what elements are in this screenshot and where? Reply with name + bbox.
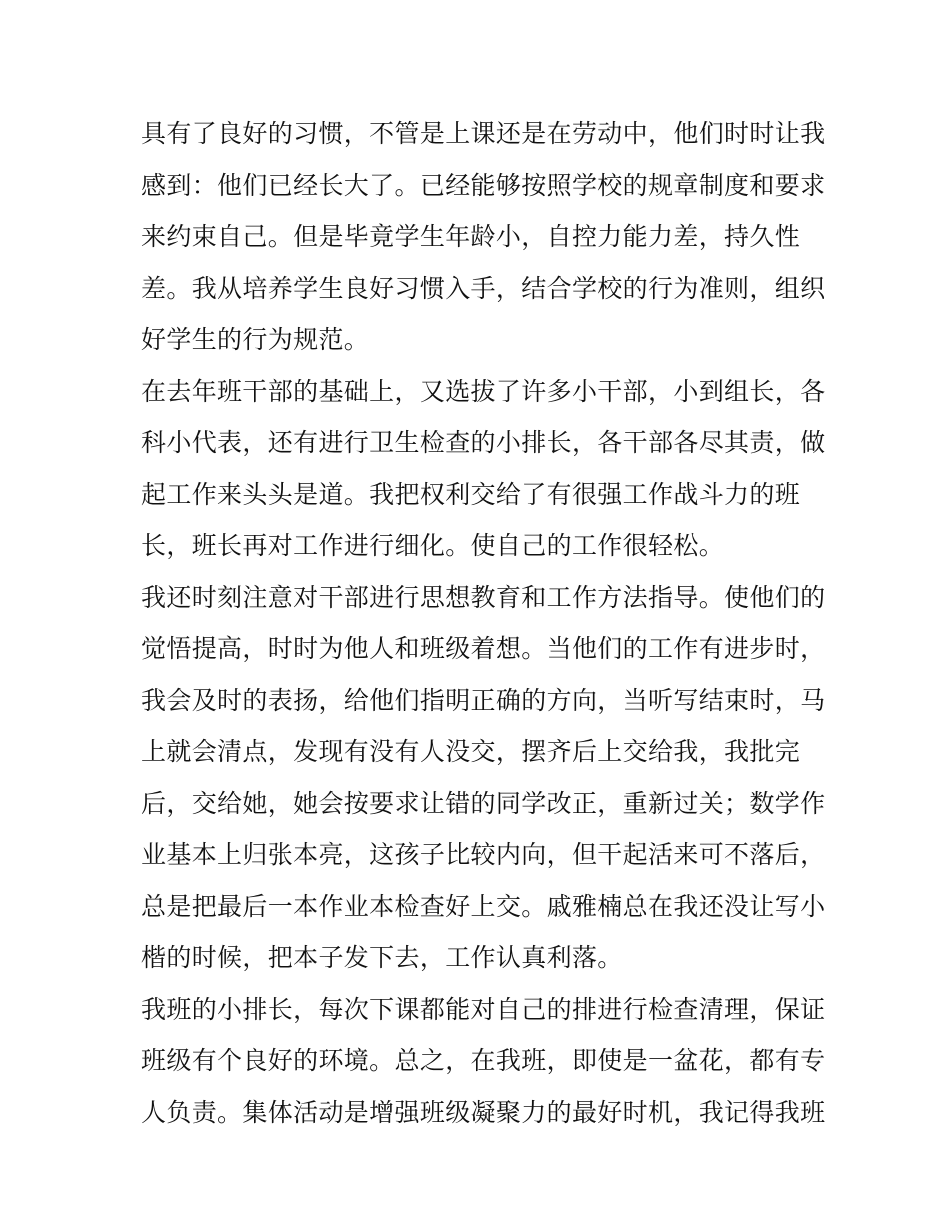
text-line: 差。我从培养学生良好习惯入手，结合学校的行为准则，组织 — [141, 273, 826, 303]
text-line: 科小代表，还有进行卫生检查的小排长，各干部各尽其责，做 — [141, 428, 826, 457]
text-line: 具有了良好的习惯，不管是上课还是在劳动中，他们时时让我 — [141, 119, 826, 148]
text-line: 后，交给她，她会按要求让错的同学改正，重新过关；数学作 — [141, 788, 826, 818]
text-line: 觉悟提高，时时为他人和班级着想。当他们的工作有进步时， — [141, 634, 826, 663]
text-line: 长，班长再对工作进行细化。使自己的工作很轻松。 — [141, 531, 725, 560]
text-line: 班级有个良好的环境。总之，在我班，即使是一盆花，都有专 — [141, 1046, 826, 1075]
text-line: 楷的时候，把本子发下去，工作认真利落。 — [141, 943, 623, 972]
text-line: 起工作来头头是道。我把权利交给了有很强工作战斗力的班 — [141, 479, 801, 509]
text-line: 在去年班干部的基础上，又选拔了许多小干部，小到组长，各 — [141, 376, 826, 406]
text-line: 我班的小排长，每次下课都能对自己的排进行检查清理，保证 — [141, 994, 826, 1024]
text-line: 人负责。集体活动是增强班级凝聚力的最好时机，我记得我班 — [141, 1097, 826, 1127]
text-line: 总是把最后一本作业本检查好上交。戚雅楠总在我还没让写小 — [141, 891, 826, 921]
text-line: 来约束自己。但是毕竟学生年龄小，自控力能力差，持久性 — [141, 222, 801, 251]
text-line: 感到：他们已经长大了。已经能够按照学校的规章制度和要求 — [141, 170, 826, 200]
text-line: 业基本上归张本亮，这孩子比较内向，但干起活来可不落后， — [141, 840, 826, 869]
text-line: 上就会清点，发现有没有人没交，摆齐后上交给我，我批完 — [141, 737, 801, 766]
text-line: 好学生的行为规范。 — [141, 325, 370, 354]
text-line: 我还时刻注意对干部进行思想教育和工作方法指导。使他们的 — [141, 582, 826, 612]
text-line: 我会及时的表扬，给他们指明正确的方向，当听写结束时，马 — [141, 685, 826, 715]
body-text — [141, 108, 826, 1138]
